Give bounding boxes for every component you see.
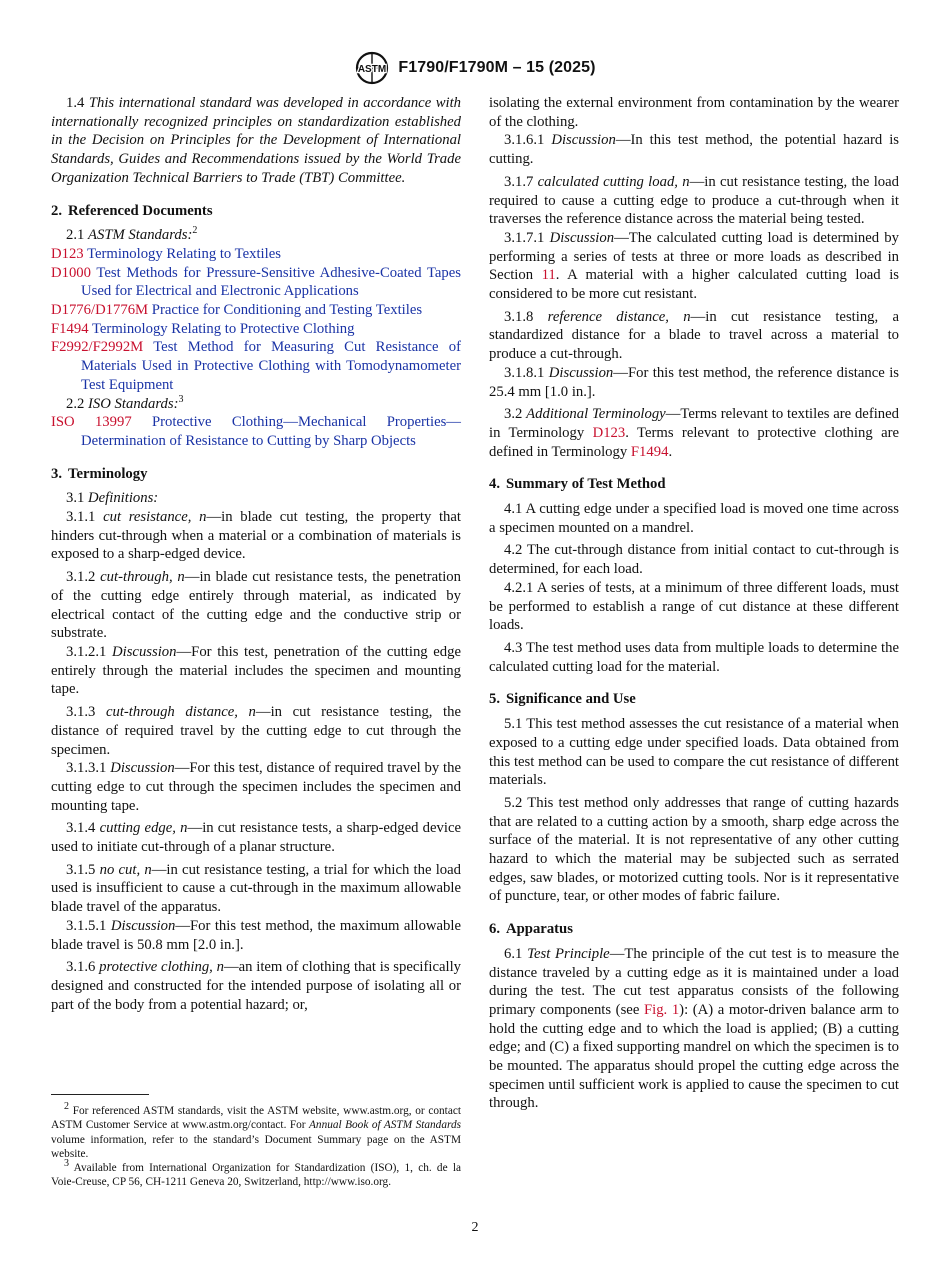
- def-3-1-7: 3.1.7 calculated cutting load, n—in cut resistance testing, the load required to cause a cutting edge to produce a cut-through when it traverses the reference distance across the material being tested.: [489, 173, 899, 228]
- para-1-4: 1.4 This international standard was developed in accordance with internationally recognized principles on standardization established in the Decision on Principles for the Development of International Standards, Guides and Recommendations issued by the World Trade Organization Technical Barriers to Trade (TBT) Committee.: [51, 95, 461, 186]
- page-header: [0, 50, 950, 86]
- reference-item[interactable]: [51, 264, 461, 301]
- reference-item[interactable]: [51, 413, 461, 450]
- footnote-2: $^2$ For referenced ASTM standards, visit the ASTM website, www.astm.org, or contact ASTM Customer Service at www.astm.org/contact. For Annual Book of ASTM Standards volume information, refer to the standard’s Document Summary page on the ASTM website.: [51, 1101, 461, 1160]
- def-3-1-2: 3.1.2 cut-through, n—in blade cut resistance tests, the penetration of the cutting edge entirely through material, as indicated by electrical contact of the cutting edge and the conductive strip or substrate.: [51, 569, 461, 642]
- def-3-1-8-1: 3.1.8.1 Discussion—For this test method, the reference distance is 25.4 mm [1.0 in.].: [489, 364, 899, 400]
- def-3-1-5-1: 3.1.5.1 Discussion—For this test method, the maximum allowable blade travel is 50.8 mm [2.0 in.].: [51, 917, 461, 953]
- para-5-2: 5.2 This test method only addresses that range of cutting hazards that are related to a cutting action by a smooth, sharp edge across the surface of the material. It is not representative of any other cutting hazard to which the material may be subjected such as serrated edges, saw blades, or motorized cutting tools. Nor is it representative of puncture, tear, or other modes of fabric failure.: [489, 794, 899, 905]
- para-3-1: 3.1 Definitions:: [66, 490, 159, 507]
- para-5-1: 5.1 This test method assesses the cut resistance of a material when exposed to a cutting edge under specified loads. Data obtained from this test method can be used to compare the cut resistance of different materials.: [489, 716, 899, 789]
- fig-1-link[interactable]: Fig. 1: [643, 1001, 680, 1018]
- reference-code[interactable]: F1494: [51, 320, 89, 337]
- section-11-link[interactable]: 11: [541, 267, 556, 284]
- reference-code[interactable]: D1000: [51, 264, 91, 281]
- para-6-1: 6.1 Test Principle—The principle of the cut test is to measure the distance traveled by a cutting edge as it is maintained under a load during the test. The cut test apparatus consists of the following primary components (see Fig. 1): (A) a motor-driven balance arm to hold the cutting edge and to which the load is applied; (B) a cutting edge; and (C) a fixed supporting mandrel on which the specimen is to be mounted. The apparatus should propel the cutting edge across the specimen until sufficient work is applied to cause the specimen to cut through.: [489, 945, 900, 1112]
- def-3-1-5: 3.1.5 no cut, n—in cut resistance testing, a trial for which the load used is insufficient to cause a cut-through in the maximum allowable blade travel of the apparatus.: [51, 861, 461, 916]
- reference-title[interactable]: Test Method for Measuring Cut Resistance of Materials Used in Protective Clothing with Tomodynamometer Test Equipment: [81, 339, 461, 393]
- reference-code[interactable]: D1776/D1776M: [51, 302, 149, 319]
- def-3-1-6-continued: isolating the external environment from contamination by the wearer of the clothing.: [489, 95, 899, 130]
- page-number: 2: [471, 1220, 479, 1235]
- astm-reference-list: [51, 245, 461, 395]
- def-3-1-8: 3.1.8 reference distance, n—in cut resistance testing, a standardized distance for a blade to travel across a material to produce a cut-through.: [489, 308, 899, 363]
- reference-item[interactable]: [51, 245, 461, 264]
- reference-title[interactable]: Practice for Conditioning and Testing Textiles: [151, 302, 423, 319]
- reference-item[interactable]: [51, 338, 461, 394]
- reference-code[interactable]: F2992/F2992M: [51, 339, 144, 356]
- section-4-heading: 4. Summary of Test Method: [489, 476, 666, 493]
- def-3-1-7-1: 3.1.7.1 Discussion—The calculated cutting load is determined by performing a series of tests at three or more loads as described in Section 11. A material with a higher calculated cutting load is considered to be more cut resistant.: [489, 229, 899, 303]
- section-2-heading: 2. Referenced Documents: [51, 202, 213, 219]
- def-3-1-4: 3.1.4 cutting edge, n—in cut resistance tests, a sharp-edged device used to initiate cut-through of a planar structure.: [51, 820, 461, 856]
- section-5-heading: 5. Significance and Use: [489, 691, 636, 708]
- para-4-2-1: 4.2.1 A series of tests, at a minimum of three different loads, must be performed to establish a range of cut distance at these different loads.: [489, 579, 899, 634]
- footnote-rule: [51, 1094, 149, 1095]
- footnote-3: $^3$ Available from International Organization for Standardization (ISO), 1, ch. de la Voie-Creuse, CP 56, CH-1211 Geneva 20, Switzerland, http://www.iso.org.: [51, 1158, 461, 1189]
- para-4-3: 4.3 The test method uses data from multiple loads to determine the calculated cutting load for the material.: [489, 639, 899, 675]
- para-3-2: 3.2 Additional Terminology—Terms relevant to textiles are defined in Terminology D123. Terms relevant to protective clothing are defined in Terminology F1494.: [489, 406, 900, 460]
- iso-reference-list: [51, 413, 461, 450]
- document-id: F1790/F1790M – 15 (2025): [398, 59, 596, 76]
- footnotes: [51, 1101, 461, 1190]
- right-column: [489, 94, 899, 1117]
- para-4-1: 4.1 A cutting edge under a specified load is moved one time across a specimen mounted on a mandrel.: [489, 501, 899, 536]
- def-3-1-3: 3.1.3 cut-through distance, n—in cut resistance testing, the distance of required travel by the cutting edge to cut through the specimen.: [51, 704, 461, 758]
- def-3-1-1: 3.1.1 cut resistance, n—in blade cut testing, the property that hinders cut-through when a material or a combination of materials is exposed to a sharp-edged device.: [51, 509, 462, 563]
- reference-title[interactable]: Test Methods for Pressure-Sensitive Adhesive-Coated Tapes Used for Electrical and Electronic Applications: [81, 264, 461, 300]
- para-2-1: 2.1 ASTM Standards:$^2$: [66, 225, 198, 244]
- f1494-link[interactable]: F1494: [630, 443, 669, 460]
- para-4-2: 4.2 The cut-through distance from initial contact to cut-through is determined, for each load.: [489, 542, 899, 578]
- reference-item[interactable]: [51, 301, 461, 320]
- para-2-2: 2.2 ISO Standards:$^3$: [66, 393, 184, 412]
- def-3-1-6-1: 3.1.6.1 Discussion—In this test method, the potential hazard is cutting.: [489, 132, 899, 168]
- section-6-heading: 6. Apparatus: [489, 921, 573, 938]
- section-3-heading: 3. Terminology: [51, 465, 148, 482]
- d123-link[interactable]: D123: [592, 424, 626, 441]
- reference-item[interactable]: [51, 320, 461, 339]
- reference-title[interactable]: Terminology Relating to Textiles: [87, 245, 281, 262]
- reference-title[interactable]: Terminology Relating to Protective Clothing: [91, 320, 355, 337]
- reference-code[interactable]: D123: [51, 245, 84, 262]
- reference-code[interactable]: ISO 13997: [51, 414, 132, 431]
- left-column: [51, 94, 461, 1018]
- def-3-1-2-1: 3.1.2.1 Discussion—For this test, penetration of the cutting edge entirely through the material includes the specimen and mounting tape.: [51, 643, 461, 698]
- def-3-1-3-1: 3.1.3.1 Discussion—For this test, distance of required travel by the cutting edge to cut through the specimen includes the specimen and mounting tape.: [51, 760, 462, 814]
- astm-logo: [354, 51, 390, 85]
- astm-logo-text: ASTM: [358, 64, 387, 75]
- def-3-1-6: 3.1.6 protective clothing, n—an item of clothing that is specifically designed and constructed for the intended purpose of isolating all or part of the body from a potential hazard; or,: [51, 959, 461, 1013]
- reference-title[interactable]: Protective Clothing—Mechanical Properties—Determination of Resistance to Cutting by Sharp Objects: [81, 414, 461, 449]
